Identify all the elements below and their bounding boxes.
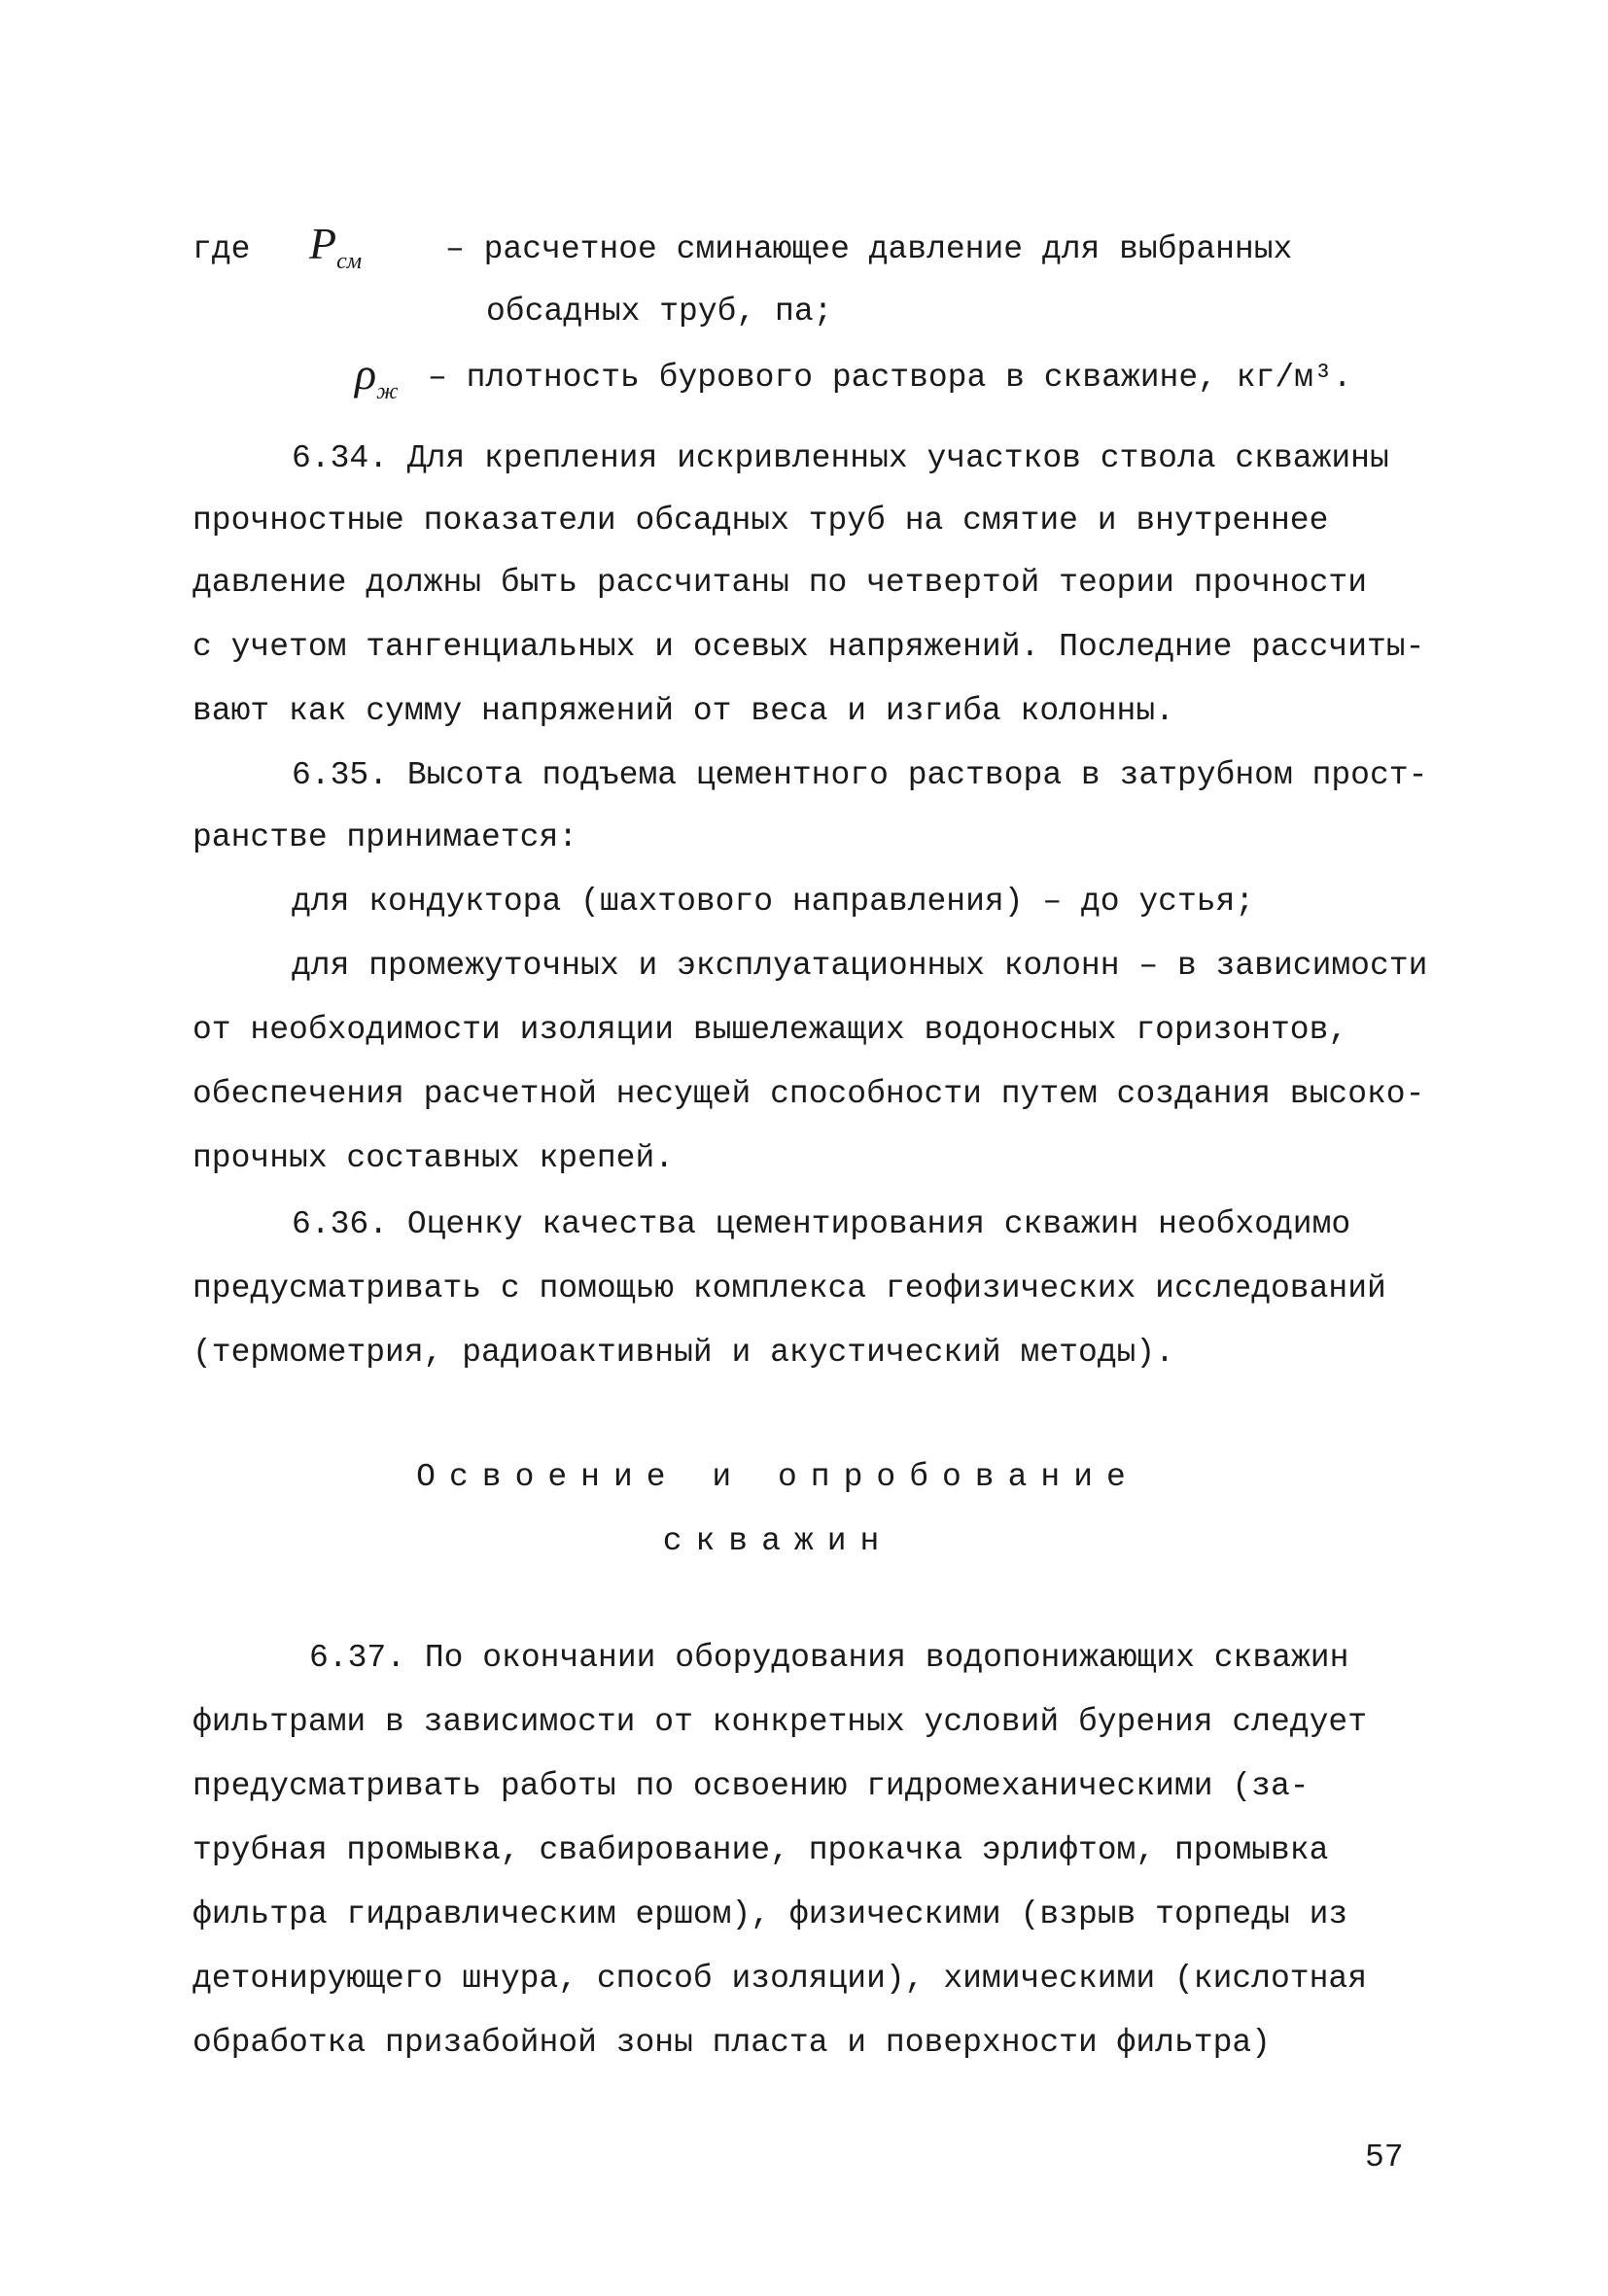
- p-cm-symbol: [309, 220, 362, 286]
- rho-letter: ρ: [355, 349, 377, 399]
- p-cm-definition-line2: обсадных труб, па;: [486, 294, 833, 330]
- page-number: 57: [1365, 2139, 1404, 2175]
- section-heading-line1: Освоение и опробование: [416, 1459, 1139, 1495]
- rho-symbol: [355, 350, 398, 416]
- p-cm-letter: P: [309, 219, 337, 268]
- p637-line6: детонирующего шнура, способ изоляции), химическими (кислотная: [192, 1961, 1367, 1997]
- p635-line7: прочных составных крепей.: [192, 1140, 675, 1176]
- p637-line1: 6.37. По окончании оборудования водопонижающих скважин: [309, 1640, 1349, 1676]
- p636-line3: (термометрия, радиоактивный и акустический методы).: [192, 1335, 1174, 1371]
- p635-line2: ранстве принимается:: [192, 819, 578, 855]
- rho-subscript: ж: [376, 379, 399, 404]
- p637-line3: предусматривать работы по освоению гидромеханическими (за-: [192, 1768, 1310, 1804]
- p635-line3: для кондуктора (шахтового направления) – до устья;: [292, 884, 1255, 920]
- where-word: где: [192, 231, 251, 267]
- p635-line4: для промежуточных и эксплуатационных колонн – в зависимости: [292, 948, 1428, 984]
- p634-line4: с учетом тангенциальных и осевых напряжений. Последние рассчиты-: [192, 629, 1425, 665]
- p635-line1: 6.35. Высота подъема цементного раствора в затрубном прост-: [292, 757, 1428, 793]
- section-heading-line2: скважин: [662, 1523, 893, 1559]
- rho-definition: – плотность бурового раствора в скважине, кг/м³.: [428, 360, 1352, 396]
- p634-line3: давление должны быть рассчитаны по четвертой теории прочности: [192, 565, 1367, 601]
- p635-line5: от необходимости изоляции вышележащих водоносных горизонтов,: [192, 1012, 1348, 1048]
- p634-line5: вают как сумму напряжений от веса и изгиба колонны.: [192, 693, 1174, 729]
- p634-line1: 6.34. Для крепления искривленных участков ствола скважины: [292, 440, 1389, 476]
- p637-line4: трубная промывка, свабирование, прокачка эрлифтом, промывка: [192, 1832, 1329, 1868]
- p637-line2: фильтрами в зависимости от конкретных условий бурения следует: [192, 1704, 1367, 1740]
- p-cm-subscript: см: [336, 249, 363, 274]
- p636-line2: предусматривать с помощью комплекса геофизических исследований: [192, 1270, 1386, 1306]
- p634-line2: прочностные показатели обсадных труб на смятие и внутреннее: [192, 503, 1329, 539]
- p635-line6: обеспечения расчетной несущей способности путем создания высоко-: [192, 1076, 1425, 1112]
- p637-line7: обработка призабойной зоны пласта и поверхности фильтра): [192, 2025, 1271, 2061]
- p637-line5: фильтра гидравлическим ершом), физическими (взрыв торпеды из: [192, 1896, 1348, 1932]
- p-cm-definition-line1: – расчетное сминающее давление для выбранных: [445, 231, 1293, 267]
- p636-line1: 6.36. Оценку качества цементирования скважин необходимо: [292, 1206, 1351, 1242]
